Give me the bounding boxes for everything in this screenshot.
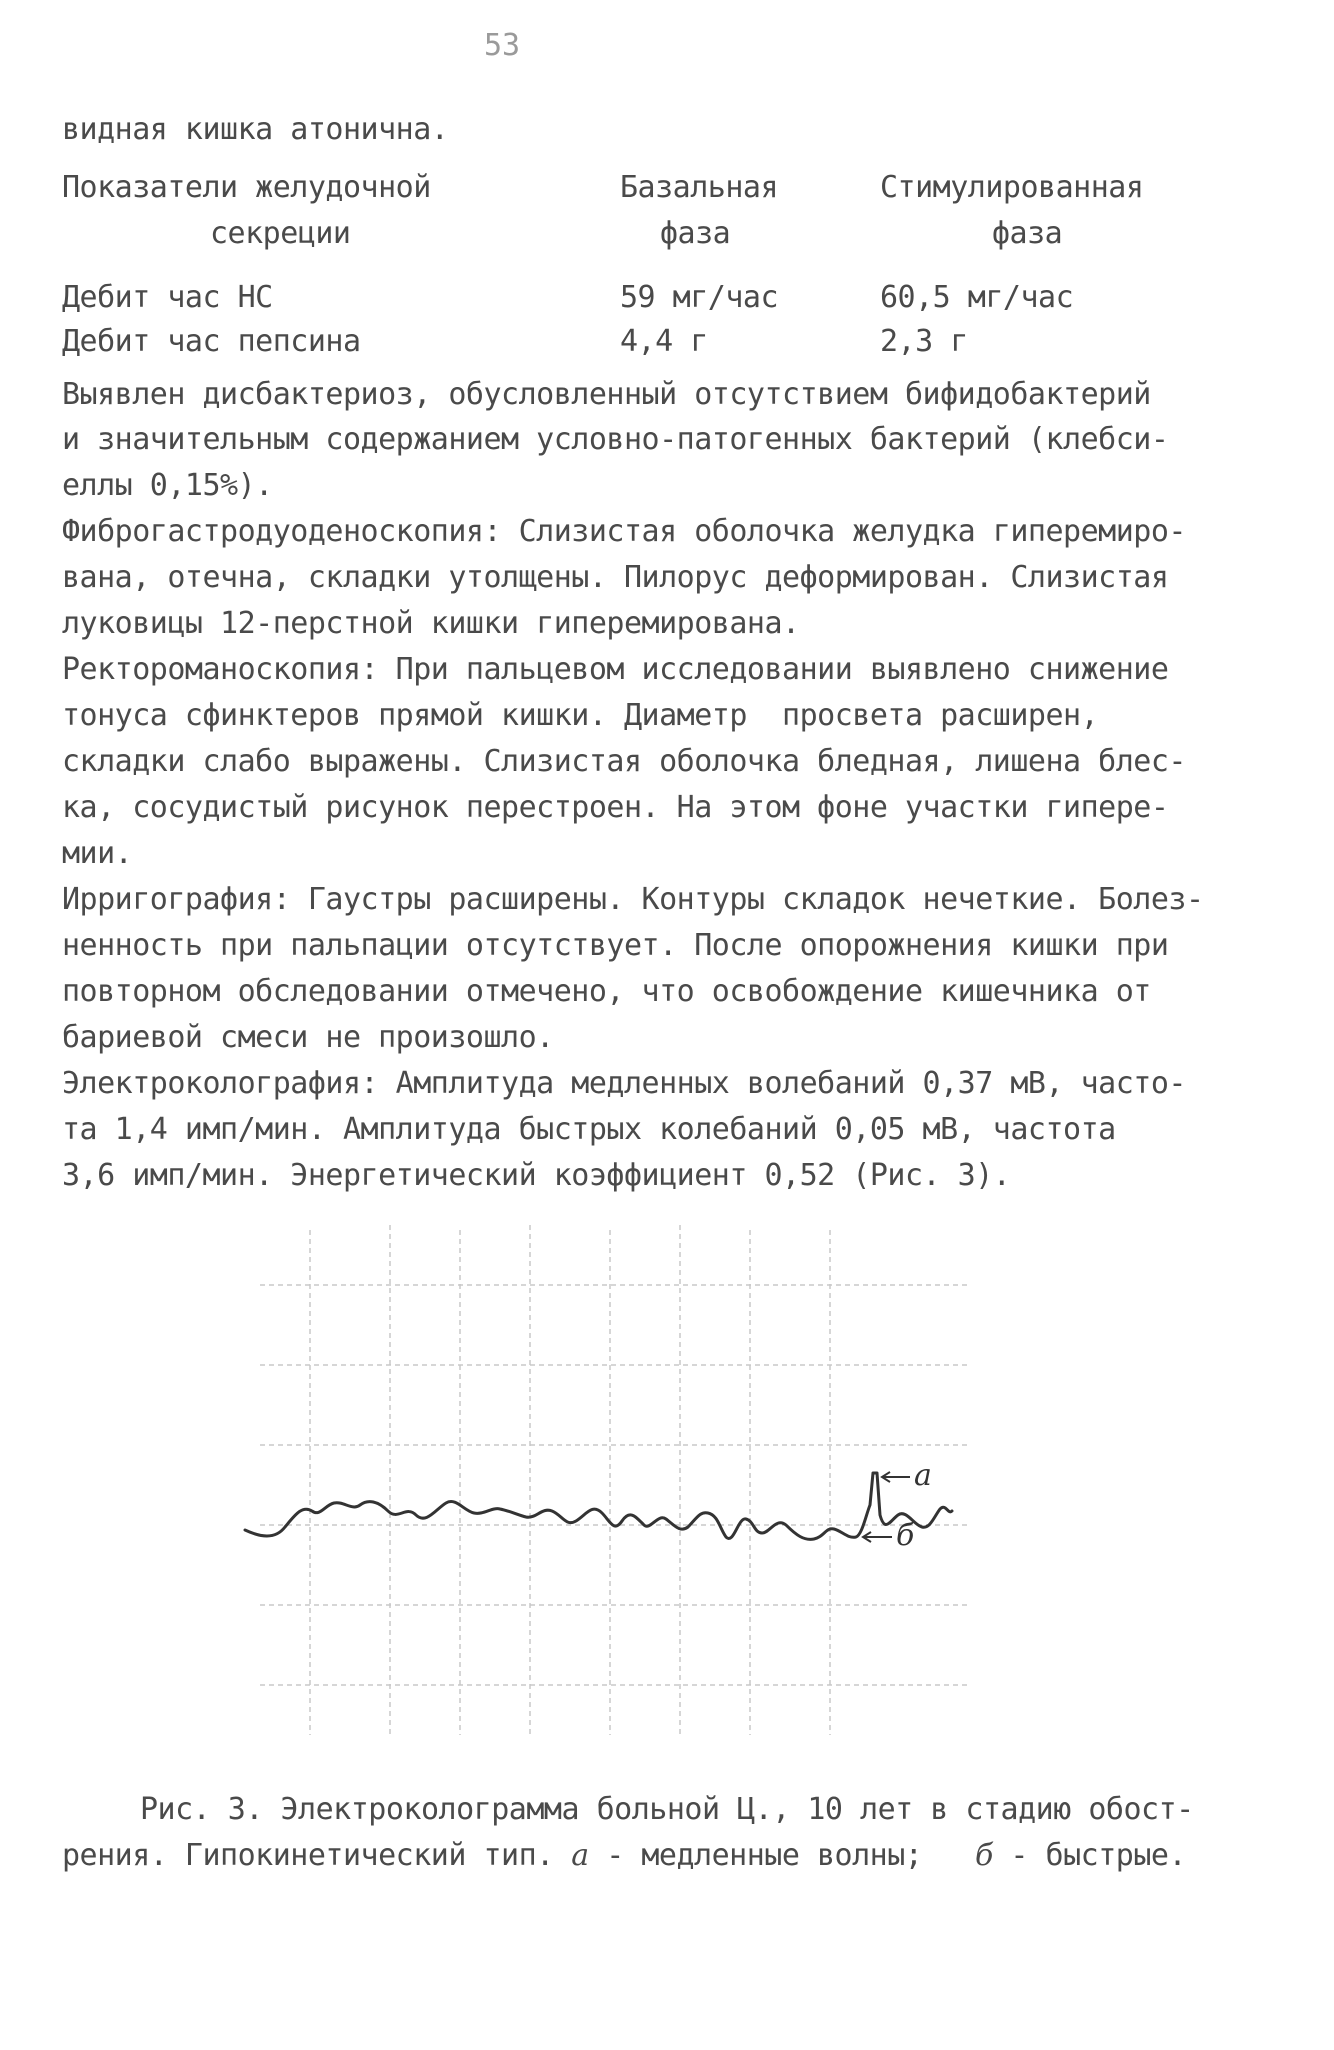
body-line: ненность при пальпации отсутствует. После опорожнения кишки при: [62, 928, 1169, 963]
chart-grid: [260, 1225, 970, 1735]
page-number: 53: [484, 28, 521, 63]
marker-a-label: а: [914, 1458, 932, 1493]
body-line: тонуса сфинктеров прямой кишки. Диаметр просвета расширен,: [62, 698, 1099, 733]
colography-wave: [245, 1473, 952, 1539]
table-row-name: Дебит час пепсина: [62, 324, 361, 359]
marker-b-label: б: [896, 1518, 915, 1553]
intro-line: видная кишка атонична.: [62, 112, 449, 147]
body-line: и значительным содержанием условно-патогенных бактерий (клебси-: [62, 422, 1169, 457]
table-header-indicator-2: секреции: [210, 216, 351, 251]
caption-a-symbol: а: [571, 1838, 589, 1873]
caption-text: - медленные волны;: [606, 1838, 923, 1873]
body-line: 3,6 имп/мин. Энергетический коэффициент 0,52 (Рис. 3).: [62, 1158, 1011, 1193]
body-line: складки слабо выражены. Слизистая оболочка бледная, лишена блес-: [62, 744, 1186, 779]
body-line: Выявлен дисбактериоз, обусловленный отсутствием бифидобактерий: [62, 377, 1151, 412]
table-header-indicator: Показатели желудочной: [62, 170, 431, 205]
electrocolography-chart: [230, 1215, 990, 1745]
body-line: Ирригография: Гаустры расширены. Контуры складок нечеткие. Болез-: [62, 882, 1204, 917]
caption-line-1: Рис. 3. Электроколограмма больной Ц., 10 лет в стадию обост-: [140, 1792, 1194, 1827]
body-line: луковицы 12-перстной кишки гиперемирована.: [62, 606, 800, 641]
caption-text: рения. Гипокинетический тип.: [62, 1838, 554, 1873]
caption-b-symbol: б: [975, 1838, 993, 1873]
caption-text: - быстрые.: [1010, 1838, 1187, 1873]
electrocolography-figure: [230, 1215, 990, 1745]
body-line: та 1,4 имп/мин. Амплитуда быстрых колебаний 0,05 мВ, частота: [62, 1112, 1116, 1147]
table-header-basal-2: фаза: [660, 216, 731, 251]
body-line: еллы 0,15%).: [62, 468, 273, 503]
table-row-stimulated: 60,5 мг/час: [880, 280, 1074, 315]
body-line: вана, отечна, складки утолщены. Пилорус деформирован. Слизистая: [62, 560, 1169, 595]
table-row-basal: 4,4 г: [620, 324, 708, 359]
table-row-basal: 59 мг/час: [620, 280, 779, 315]
table-header-basal: Базальная: [620, 170, 779, 205]
body-line: Электроколография: Амплитуда медленных волебаний 0,37 мВ, часто-: [62, 1066, 1186, 1101]
body-line: повторном обследовании отмечено, что освобождение кишечника от: [62, 974, 1151, 1009]
table-row-stimulated: 2,3 г: [880, 324, 968, 359]
table-row-name: Дебит час НС: [62, 280, 273, 315]
body-line: ка, сосудистый рисунок перестроен. На этом фоне участки гиперe-: [62, 790, 1169, 825]
body-line: Фиброгастродуоденоскопия: Слизистая оболочка желудка гиперемиро-: [62, 514, 1186, 549]
table-header-stimulated: Стимулированная: [880, 170, 1144, 205]
caption-line-2: [62, 1836, 1186, 1876]
body-line: мии.: [62, 836, 133, 871]
table-header-stimulated-2: фаза: [992, 216, 1063, 251]
body-line: бариевой смеси не произошло.: [62, 1020, 554, 1055]
body-line: Ректороманоскопия: При пальцевом исследовании выявлено снижение: [62, 652, 1169, 687]
marker-a: [882, 1458, 932, 1493]
